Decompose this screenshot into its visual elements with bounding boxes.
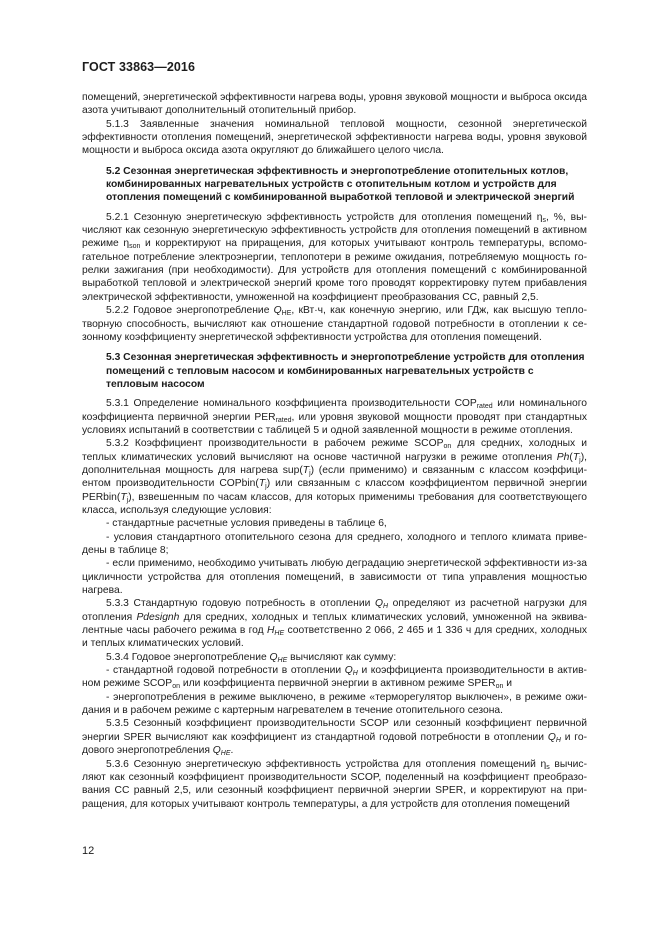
- paragraph: 5.3.4 Годовое энергопотребление $Q_{HE}$ вычисляют как сумму:: [106, 651, 397, 664]
- paragraph: 5.3.2 Коэффициент производительности в рабочем режиме $SCOP_{on}$ для средних, холодных и теплых климатических условий вычисляют на основе частичной нагрузки в режиме отопления $Ph(T_j)$, дополнительная мощность для нагрева $sup(T_j)$ (если применимо) и связанным с классом коэффициентом производительности $COPbin(T_j)$ или связанным с классом коэффициентом первичной энергии $PERbin(T_j)$, взвешенным по часам классов, для которых применимы требования для соответствующего класса, используя следующие условия:: [82, 438, 587, 516]
- paragraph: 5.1.3 Заявленные значения номинальной тепловой мощности, сезонной энергетической эффективности отопления помещений, энергетической эффективности нагрева воды, уровня звуковой мощности и выброса оксида азота округляют до ближайшего целого числа.: [82, 118, 587, 157]
- paragraph: 5.3.6 Сезонную энергетическую эффективность устройства для отопления помещений $\eta_s$ вычисляют как сезонный коэффициент производительности SCOP, поделенный на коэффициент преобразования CC равный 2,5, или сезонный коэффициент первичной энергии SPER, и корректируют на приращения, для которых учитывают контроль температуры, а для устройств для отопления помещений: [82, 758, 587, 810]
- paragraph: - условия стандартного отопительного сезона для среднего, холодного и теплого климата приведены в таблице 8;: [82, 531, 587, 556]
- paragraph: 5.3.3 Стандартную годовую потребность в отоплении $Q_H$ определяют из расчетной нагрузки для отопления Pdesignh для средних, холодных и теплых климатических условий, умноженной на эквивалентные часы рабочего режима в год $H_{HE}$ соответственно 2 066, 2 465 и 1 336 ч для средних, холодных и теплых климатических условий.: [82, 598, 588, 650]
- paragraph: 5.3.5 Сезонный коэффициент производительности SCOP или сезонный коэффициент первичной энергии SPER вычисляют как коэффициент из стандартной годовой потребности в отоплении $Q_H$ и годового энергопотребления $Q_{HE}$.: [82, 718, 587, 758]
- section-heading: 5.2 Сезонная энергетическая эффективность и энергопотребление отопительных котлов, комбинированных нагревательных устройств с отопительным котлом и устройств для отопления помещений с комбинированной выработкой тепловой и электрической энергий: [106, 165, 575, 204]
- document-body: [82, 91, 587, 811]
- paragraph: 5.2.2 Годовое энергопотребление $Q_{HE}$, кВт·ч, как конечную энергию, или ГДж, как высшую теплотворную способность, вычисляют как отношение стандартной годовой потребности в отоплении к сезонному коэффициенту энергетической эффективности устройства для отопления помещений.: [82, 305, 587, 343]
- page-number: 12: [82, 845, 95, 857]
- paragraph: 5.2.1 Сезонную энергетическую эффективность устройств для отопления помещений $\eta_s$, %, вычисляют как сезонную энергетическую эффективность устройств для отопления помещений в активном режиме $\eta_{son}$ и корректируют на приращения, для которых учитывают контроль температуры, вспомогательное потребление электроэнергии, теплопотери в режиме ожидания, потребляемую мощность горелки зажигания (при необходимости). Для устройств для отопления помещений с комбинированной выработкой тепловой и электрической энергий кроме того проводят корректировку путем прибавления электрической эффективности, умноженной на коэффициент преобразования СС, равный 2,5.: [82, 211, 587, 303]
- section-heading: 5.3 Сезонная энергетическая эффективность и энергопотребление устройств для отопления помещений с тепловым насосом и комбинированных нагревательных устройств с тепловым насосом: [106, 352, 585, 390]
- paragraph: помещений, энергетической эффективности нагрева воды, уровня звуковой мощности и выброса оксида азота учитывают дополнительный отопительный прибор.: [82, 92, 587, 117]
- paragraph: - если применимо, необходимо учитывать любую деградацию энергетической эффективности из-за цикличности устройства для отопления помещений, в зависимости от типа управления мощностью нагрева.: [82, 558, 587, 597]
- paragraph: - энергопотребления в режиме выключено, в режиме «терморегулятор выключен», в режиме ожидания и в рабочем режиме с картерным нагревателем в течение отопительного сезона.: [82, 691, 587, 717]
- page-header-title: ГОСТ 33863—2016: [82, 60, 196, 74]
- paragraph: - стандартной годовой потребности в отоплении $Q_H$ и коэффициента производительности в активном режиме $SCOP_{on}$ или коэффициента первичной энергии в активном режиме $SPER_{on}$ и: [82, 665, 587, 691]
- paragraph: - стандартные расчетные условия приведены в таблице 6,: [106, 518, 387, 530]
- paragraph: 5.3.1 Определение номинального коэффициента производительности $СОР_{rated}$ или номинального коэффициента первичной энергии $PER_{rated}$, или уровня звуковой мощности проводят при стандартных условиях испытаний в соответствии с таблицей 5 и одной заявленной мощности в режиме отопления.: [82, 398, 587, 436]
